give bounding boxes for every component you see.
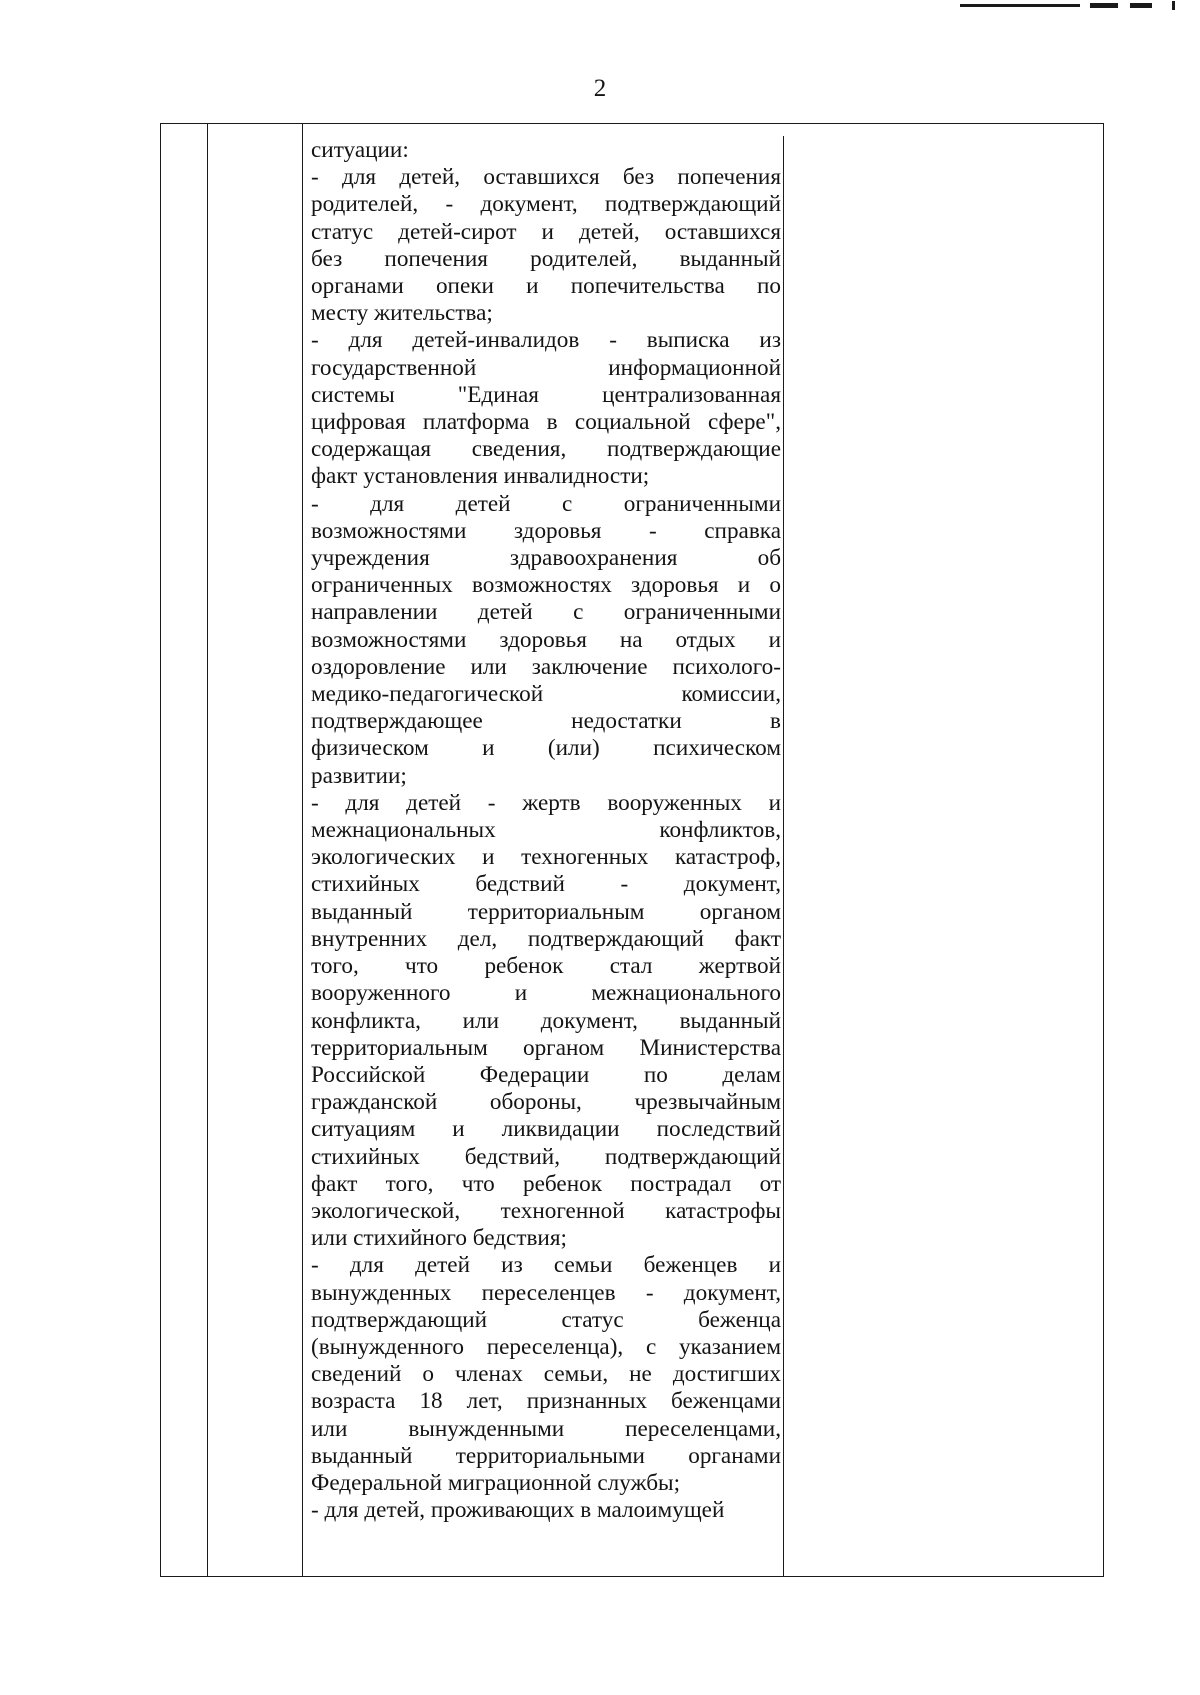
text-line: или стихийного бедствия; <box>311 1225 567 1252</box>
text-line: медико-педагогической комиссии, <box>311 681 781 708</box>
text-line: содержащая сведения, подтверждающие <box>311 436 781 463</box>
text-line: выданный территориальным органом <box>311 898 781 925</box>
text-line: возраста 18 лет, признанных беженцами <box>311 1388 781 1415</box>
text-line: физическом и (или) психическом <box>311 735 781 762</box>
text-line: факт того, что ребенок пострадал от <box>311 1170 781 1197</box>
text-line: учреждения здравоохранения об <box>311 545 781 572</box>
text-line: внутренних дел, подтверждающий факт <box>311 925 781 952</box>
text-line: Федеральной миграционной службы; <box>311 1469 681 1496</box>
table-column-divider-3 <box>783 136 784 1577</box>
table-column-divider-2 <box>302 123 303 1577</box>
text-line: системы "Единая централизованная <box>311 381 781 408</box>
text-line: родителей, - документ, подтверждающий <box>311 191 781 218</box>
text-line: ситуациям и ликвидации последствий <box>311 1116 781 1143</box>
text-line: вооруженного и межнационального <box>311 980 781 1007</box>
text-line: стихийных бедствий, подтверждающий <box>311 1143 781 1170</box>
text-line: вынужденных переселенцев - документ, <box>311 1279 781 1306</box>
text-line: цифровая платформа в социальной сфере", <box>311 409 781 436</box>
text-line: конфликта, или документ, выданный <box>311 1007 781 1034</box>
table-cell-requirements-text <box>311 137 781 1524</box>
text-line: ограниченных возможностях здоровья и о <box>311 572 781 599</box>
text-line: экологической, техногенной катастрофы <box>311 1197 781 1224</box>
text-line: - для детей - жертв вооруженных и <box>311 789 781 816</box>
text-line: месту жительства; <box>311 300 493 327</box>
text-line: статус детей-сирот и детей, оставшихся <box>311 218 781 245</box>
page-number: 2 <box>593 75 607 102</box>
text-line: факт установления инвалидности; <box>311 463 650 490</box>
text-line: оздоровление или заключение психолого- <box>311 653 781 680</box>
text-line: выданный территориальными органами <box>311 1442 781 1469</box>
text-line: стихийных бедствий - документ, <box>311 871 781 898</box>
text-line: сведений о членах семьи, не достигших <box>311 1361 781 1388</box>
text-line: гражданской обороны, чрезвычайным <box>311 1089 781 1116</box>
text-line: направлении детей с ограниченными <box>311 599 781 626</box>
text-line: или вынужденными переселенцами, <box>311 1415 781 1442</box>
text-line: - для детей с ограниченными <box>311 490 781 517</box>
text-line: органами опеки и попечительства по <box>311 273 781 300</box>
text-line: государственной информационной <box>311 354 781 381</box>
text-line: экологических и техногенных катастроф, <box>311 844 781 871</box>
text-line: (вынужденного переселенца), с указанием <box>311 1333 781 1360</box>
table-column-divider-1 <box>207 123 208 1577</box>
text-line: без попечения родителей, выданный <box>311 245 781 272</box>
text-line: подтверждающее недостатки в <box>311 708 781 735</box>
text-line: возможностями здоровья на отдых и <box>311 626 781 653</box>
scan-edge-marks <box>900 0 1200 20</box>
text-line: - для детей из семьи беженцев и <box>311 1252 781 1279</box>
text-line: - для детей-инвалидов - выписка из <box>311 327 781 354</box>
text-line: подтверждающий статус беженца <box>311 1306 781 1333</box>
text-line: - для детей, оставшихся без попечения <box>311 164 781 191</box>
text-line: того, что ребенок стал жертвой <box>311 953 781 980</box>
text-line: Российской Федерации по делам <box>311 1061 781 1088</box>
text-line: развитии; <box>311 762 407 789</box>
text-line: возможностями здоровья - справка <box>311 517 781 544</box>
text-line: ситуации: <box>311 137 409 163</box>
text-line: межнациональных конфликтов, <box>311 817 781 844</box>
text-line: территориальным органом Министерства <box>311 1034 781 1061</box>
text-line: - для детей, проживающих в малоимущей <box>311 1497 725 1524</box>
